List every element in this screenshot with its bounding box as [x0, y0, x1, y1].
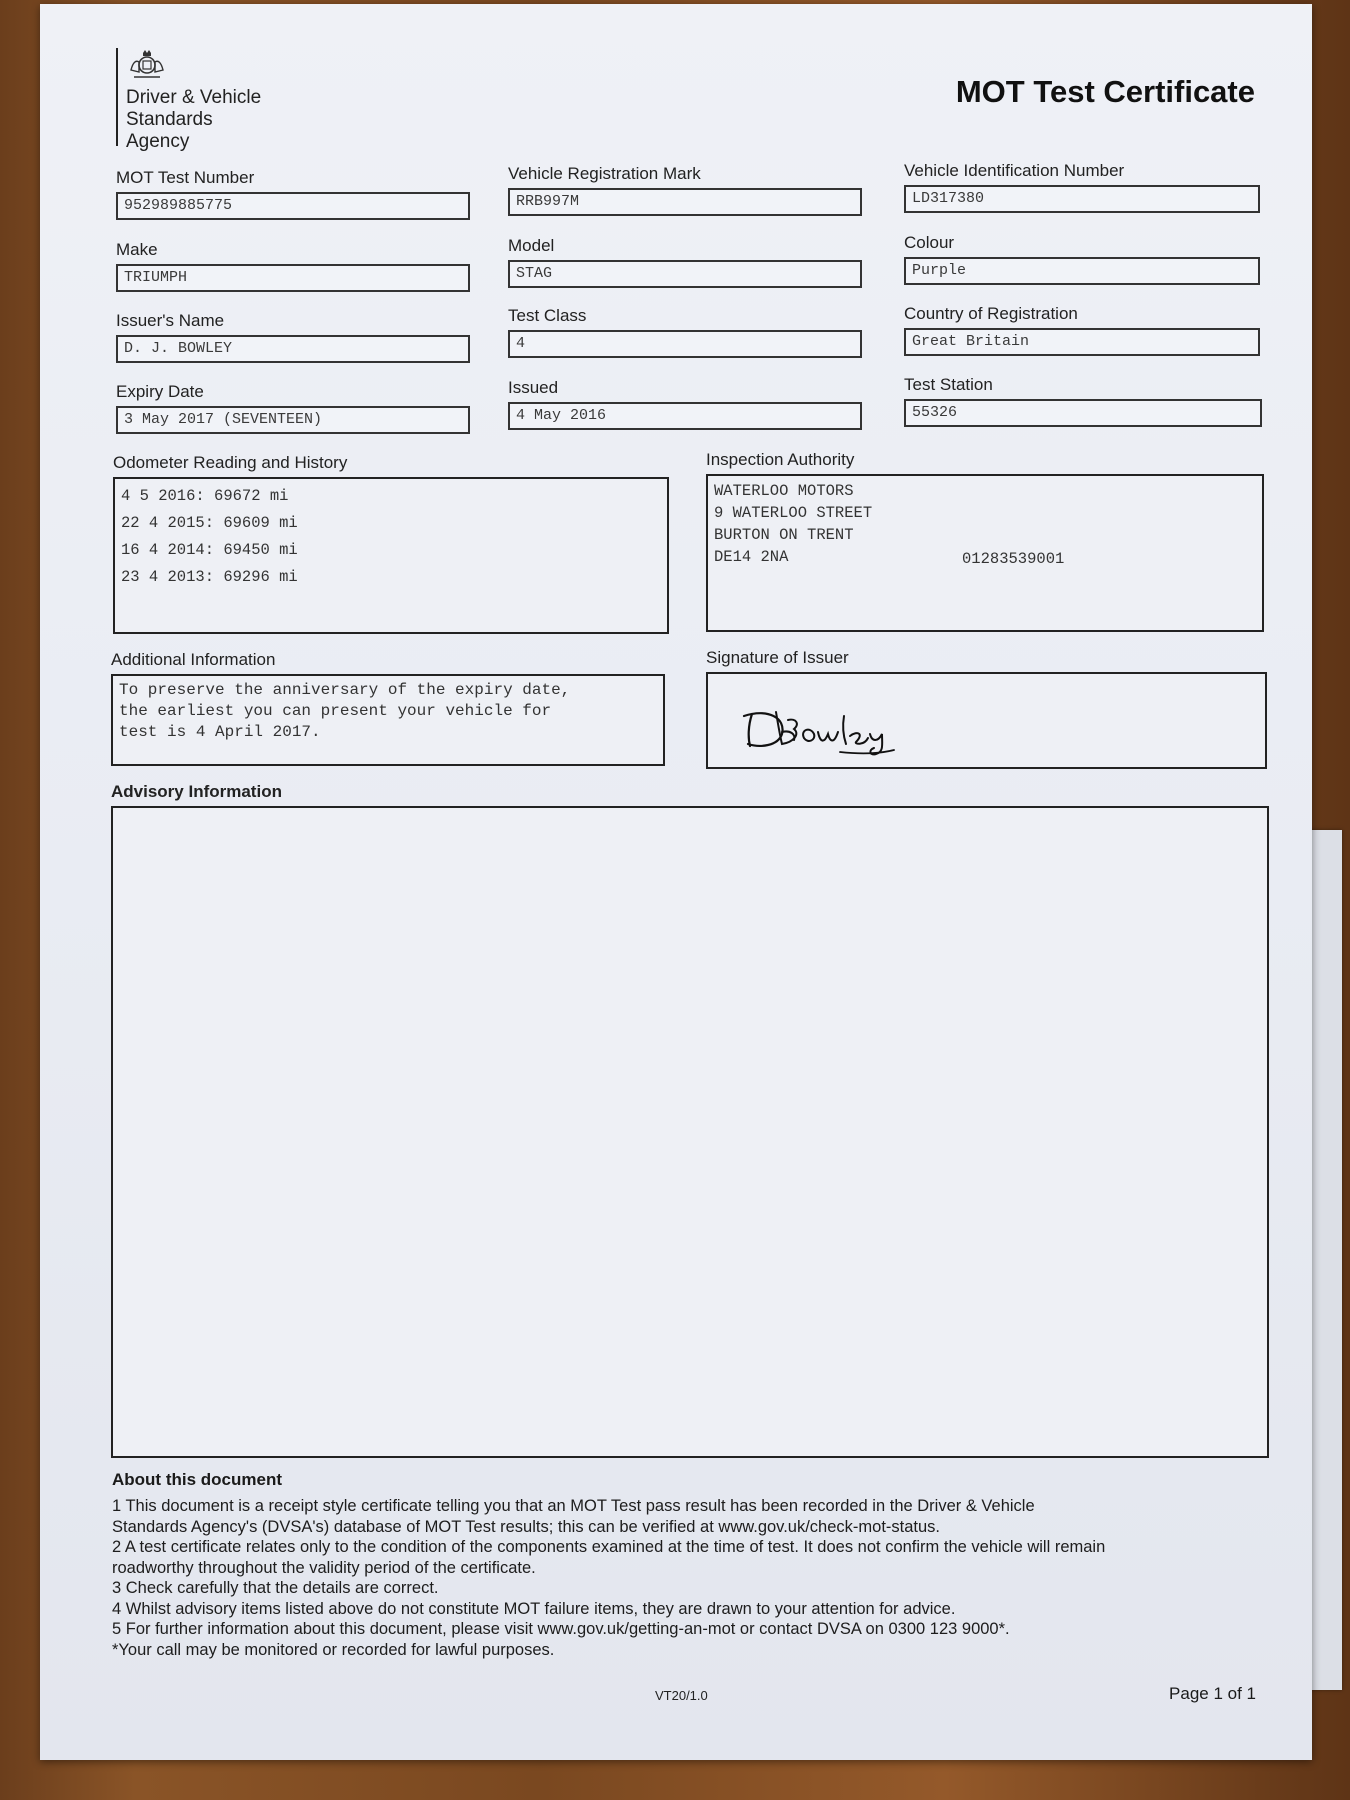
test-station-label: Test Station — [904, 375, 993, 394]
additional-information-panel — [111, 650, 665, 766]
form-code: VT20/1.0 — [655, 1688, 708, 1703]
about-section — [112, 1470, 1252, 1660]
mot-test-number-field — [116, 168, 470, 220]
odometer-entry: 22 4 2015: 69609 mi — [121, 514, 298, 532]
authority-address-line: DE14 2NA — [714, 548, 789, 566]
issued-value: 4 May 2016 — [508, 402, 862, 430]
odometer-label: Odometer Reading and History — [113, 453, 348, 472]
advisory-panel — [111, 782, 1269, 1458]
mot-certificate-page — [40, 4, 1312, 1760]
test-class-label: Test Class — [508, 306, 587, 325]
test-station-value: 55326 — [904, 399, 1262, 427]
about-line: 5 For further information about this document, please visit www.gov.uk/getting-an-mot or contact DVSA on 0300 123 9000*. — [112, 1620, 1010, 1638]
about-line: 3 Check carefully that the details are correct. — [112, 1579, 439, 1597]
about-line: 2 A test certificate relates only to the condition of the components examined at the time of test. It does not confirm the vehicle will remain — [112, 1538, 1106, 1556]
about-line: *Your call may be monitored or recorded for lawful purposes. — [112, 1640, 555, 1659]
about-line: roadworthy throughout the validity period of the certificate. — [112, 1558, 536, 1577]
additional-information-line: test is 4 April 2017. — [119, 723, 321, 741]
make-field — [116, 240, 470, 292]
vehicle-identification-number-field — [904, 161, 1260, 213]
dvsa-logo — [116, 48, 262, 152]
model-value: STAG — [508, 260, 862, 288]
signature-panel — [706, 648, 1267, 769]
model-label: Model — [508, 236, 555, 255]
expiry-date-value: 3 May 2017 (SEVENTEEN) — [116, 406, 470, 434]
authority-address-line: WATERLOO MOTORS — [714, 482, 854, 500]
agency-name-line-2: Standards — [126, 109, 213, 130]
odometer-entry: 4 5 2016: 69672 mi — [121, 487, 289, 505]
inspection-authority-label: Inspection Authority — [706, 450, 855, 469]
vehicle-registration-mark-field — [508, 164, 862, 216]
about-line: 1 This document is a receipt style certificate telling you that an MOT Test pass result has been recorded in the Driver & Vehicle — [112, 1497, 1035, 1515]
advisory-label: Advisory Information — [111, 782, 282, 801]
odometer-entry: 23 4 2013: 69296 mi — [121, 568, 298, 586]
vehicle-identification-number-label: Vehicle Identification Number — [904, 161, 1125, 180]
colour-field — [904, 233, 1260, 285]
issued-label: Issued — [508, 378, 559, 397]
issued-field — [508, 378, 862, 430]
issuers-name-field — [116, 311, 470, 363]
signature-label: Signature of Issuer — [706, 648, 849, 667]
odometer-box — [113, 477, 669, 634]
issuer-signature-image — [738, 704, 918, 756]
authority-phone: 01283539001 — [962, 550, 1065, 568]
test-station-field — [904, 375, 1262, 427]
colour-value: Purple — [904, 257, 1260, 285]
country-of-registration-label: Country of Registration — [904, 304, 1078, 323]
country-of-registration-value: Great Britain — [904, 328, 1260, 356]
about-line: Standards Agency's (DVSA's) database of MOT Test results; this can be verified at www.gov.uk/check-mot-status. — [112, 1517, 940, 1536]
test-class-value: 4 — [508, 330, 862, 358]
odometer-panel — [113, 453, 669, 634]
mot-test-number-label: MOT Test Number — [116, 168, 255, 187]
vehicle-registration-mark-value: RRB997M — [508, 188, 862, 216]
authority-address-line: 9 WATERLOO STREET — [714, 504, 873, 522]
make-label: Make — [116, 240, 158, 259]
agency-name-line-3: Agency — [126, 131, 190, 152]
mot-test-number-value: 952989885775 — [116, 192, 470, 220]
royal-crest-icon — [128, 48, 166, 80]
about-line: 4 Whilst advisory items listed above do not constitute MOT failure items, they are drawn to your attention for advice. — [112, 1599, 956, 1618]
agency-name-line-1: Driver & Vehicle — [126, 87, 262, 108]
inspection-authority-panel — [706, 450, 1264, 632]
expiry-date-field — [116, 382, 470, 434]
additional-information-line: the earliest you can present your vehicle for — [119, 702, 552, 720]
additional-information-line: To preserve the anniversary of the expiry date, — [119, 681, 571, 699]
vehicle-registration-mark-label: Vehicle Registration Mark — [508, 164, 701, 183]
country-of-registration-field — [904, 304, 1260, 356]
advisory-box — [111, 806, 1269, 1458]
authority-address-line: BURTON ON TRENT — [714, 526, 854, 544]
colour-label: Colour — [904, 233, 955, 252]
vehicle-identification-number-value: LD317380 — [904, 185, 1260, 213]
document-title: MOT Test Certificate — [955, 74, 1255, 109]
issuers-name-value: D. J. BOWLEY — [116, 335, 470, 363]
signature-box — [706, 672, 1267, 769]
issuers-name-label: Issuer's Name — [116, 311, 225, 330]
odometer-entry: 16 4 2014: 69450 mi — [121, 541, 298, 559]
page-number: Page 1 of 1 — [1169, 1684, 1256, 1703]
additional-information-label: Additional Information — [111, 650, 276, 669]
model-field — [508, 236, 862, 288]
test-class-field — [508, 306, 862, 358]
inspection-authority-box — [706, 474, 1264, 632]
about-title: About this document — [112, 1470, 282, 1489]
make-value: TRIUMPH — [116, 264, 470, 292]
additional-information-box — [111, 674, 665, 766]
expiry-date-label: Expiry Date — [116, 382, 204, 401]
